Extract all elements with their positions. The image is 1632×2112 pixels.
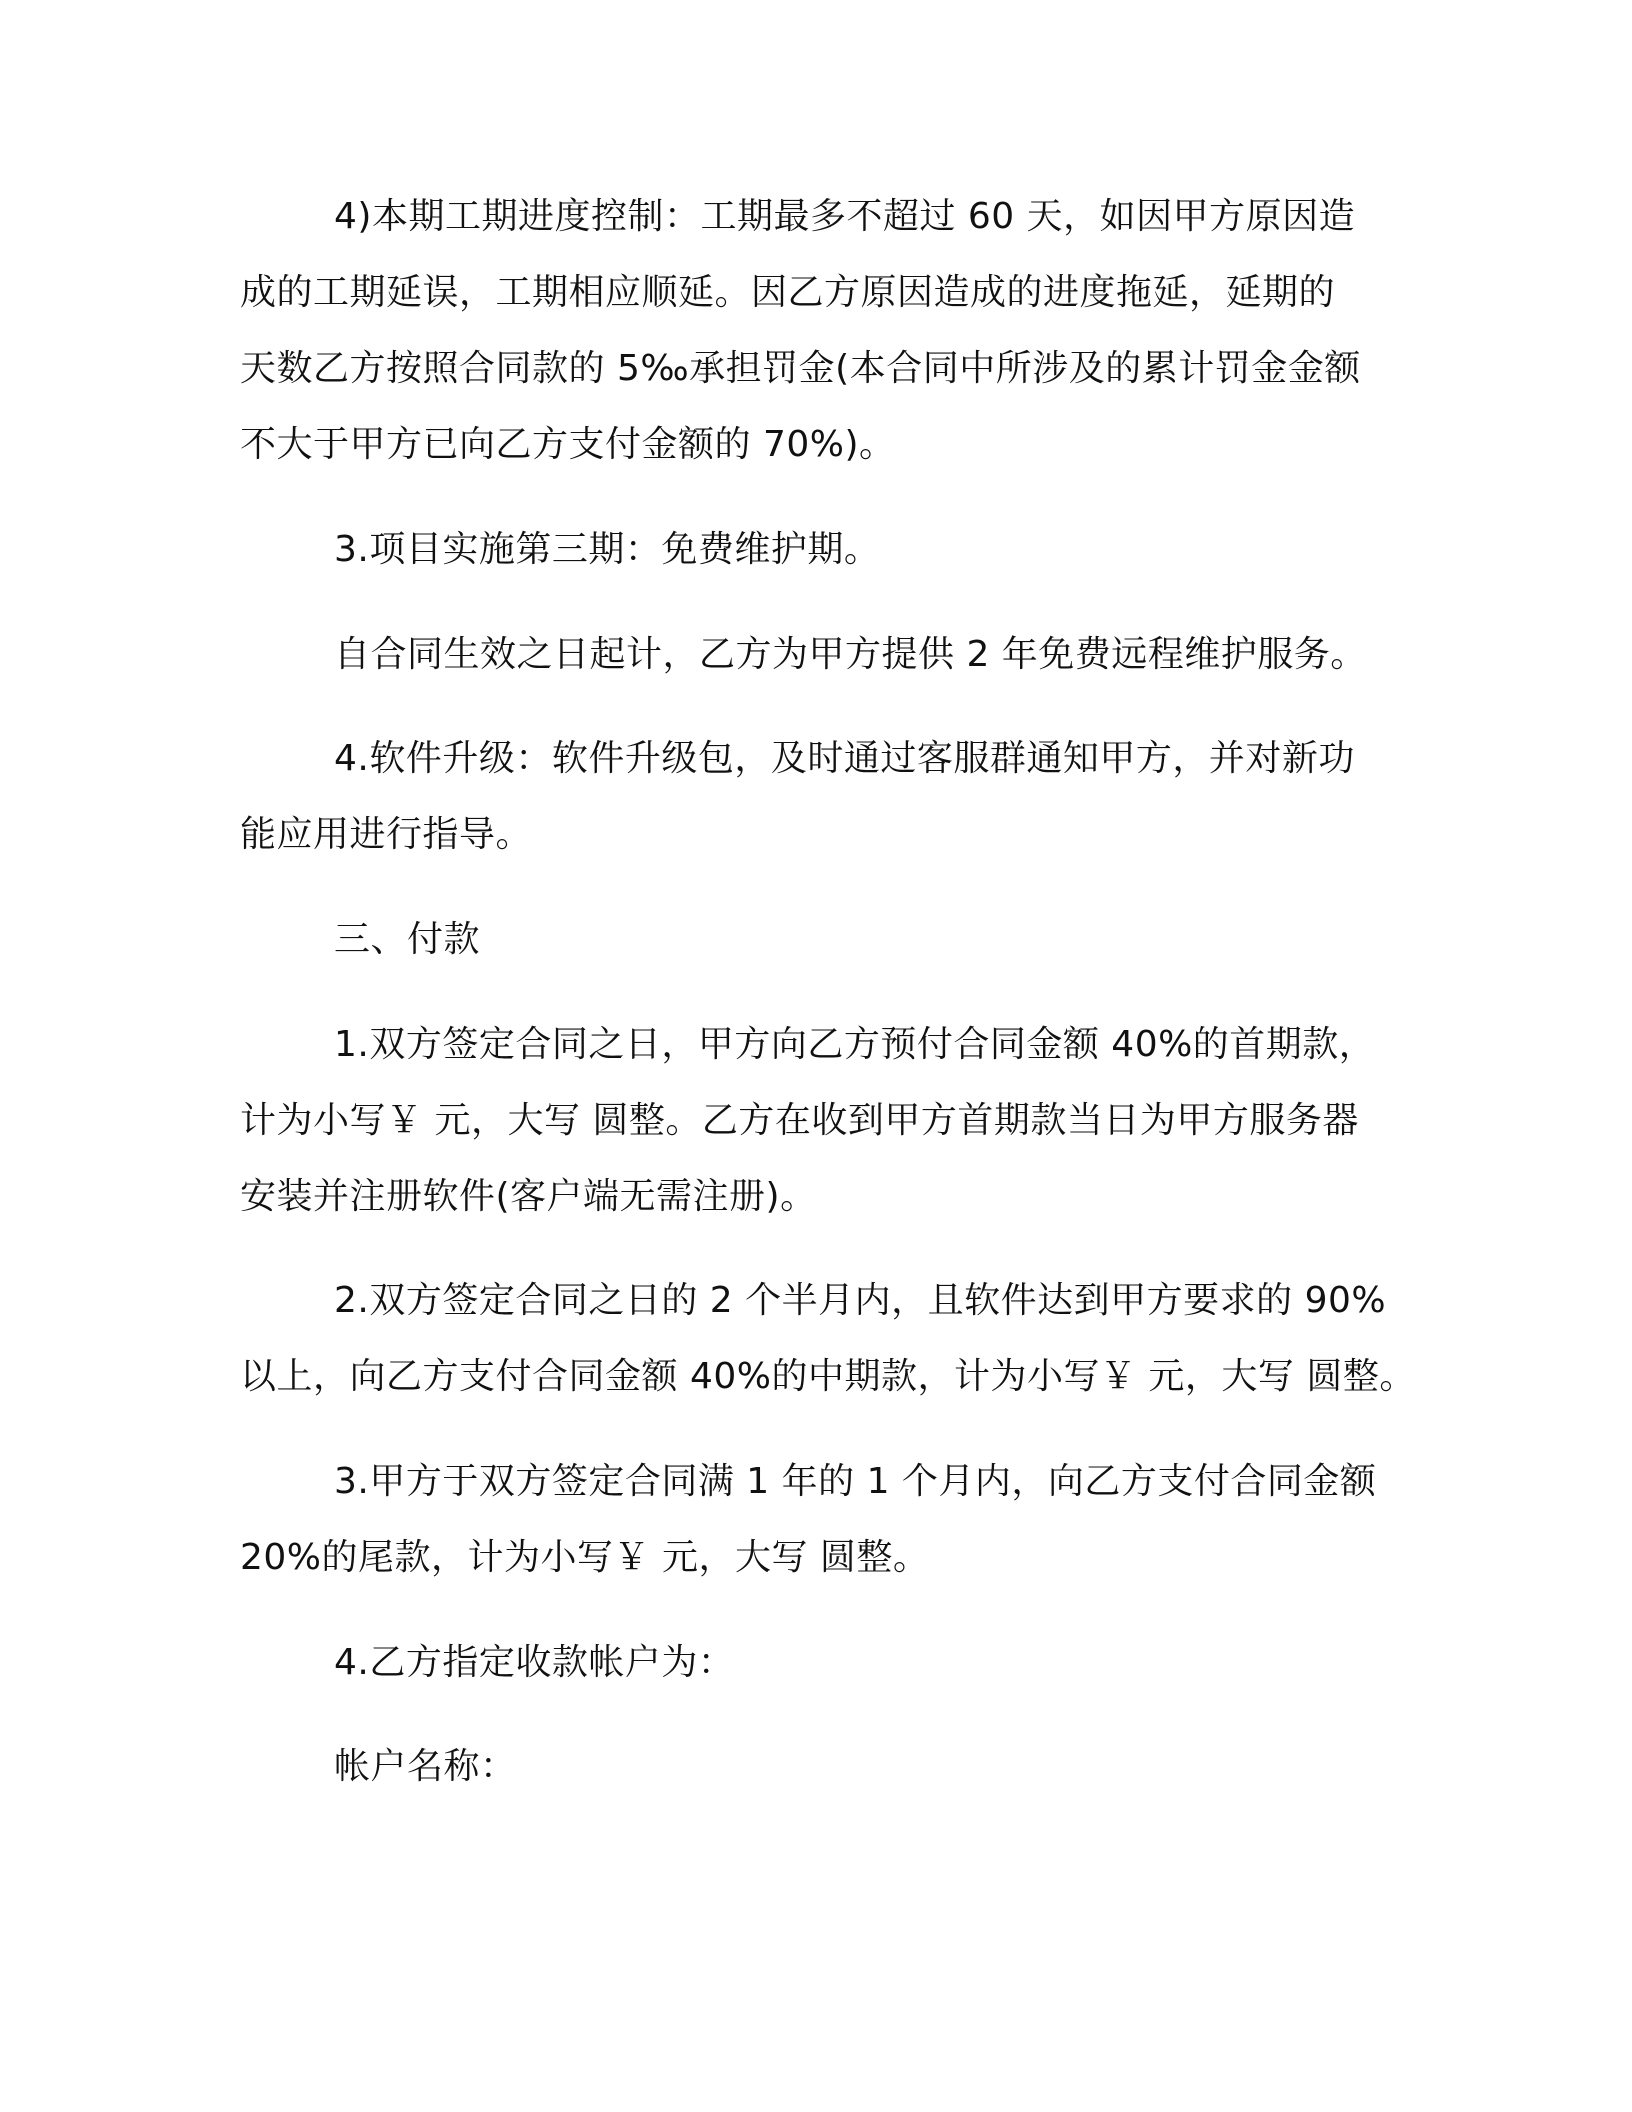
paragraph-line: 以上，向乙方支付合同金额 40%的中期款，计为小写￥ 元，大写 圆整。	[240, 1356, 1416, 1397]
paragraph-line: 天数乙方按照合同款的 5‰承担罚金(本合同中所涉及的累计罚金金额	[240, 348, 1361, 389]
paragraph-line: 不大于甲方已向乙方支付金额的 70%)。	[240, 424, 896, 465]
paragraph-line: 成的工期延误，工期相应顺延。因乙方原因造成的进度拖延，延期的	[240, 272, 1336, 313]
paragraph-line: 安装并注册软件(客户端无需注册)。	[240, 1176, 817, 1217]
paragraph-line: 能应用进行指导。	[240, 814, 533, 855]
paragraph-line: 帐户名称：	[334, 1746, 517, 1787]
paragraph-line: 自合同生效之日起计，乙方为甲方提供 2 年免费远程维护服务。	[334, 634, 1367, 675]
paragraph-line: 4)本期工期进度控制：工期最多不超过 60 天，如因甲方原因造	[334, 196, 1356, 237]
paragraph-line: 4.乙方指定收款帐户为：	[334, 1642, 735, 1683]
paragraph-line: 2.双方签定合同之日的 2 个半月内，且软件达到甲方要求的 90%	[334, 1280, 1387, 1321]
paragraph-line: 计为小写￥ 元，大写 圆整。乙方在收到甲方首期款当日为甲方服务器	[240, 1100, 1359, 1141]
paragraph-line: 4.软件升级：软件升级包，及时通过客服群通知甲方，并对新功	[334, 738, 1355, 779]
paragraph-line: 3.项目实施第三期：免费维护期。	[334, 529, 881, 570]
paragraph-line: 1.双方签定合同之日，甲方向乙方预付合同金额 40%的首期款，	[334, 1024, 1376, 1065]
paragraph-line: 20%的尾款，计为小写￥ 元，大写 圆整。	[240, 1537, 930, 1578]
paragraph-line: 3.甲方于双方签定合同满 1 年的 1 个月内，向乙方支付合同金额	[334, 1461, 1377, 1502]
section-heading: 三、付款	[334, 919, 481, 960]
